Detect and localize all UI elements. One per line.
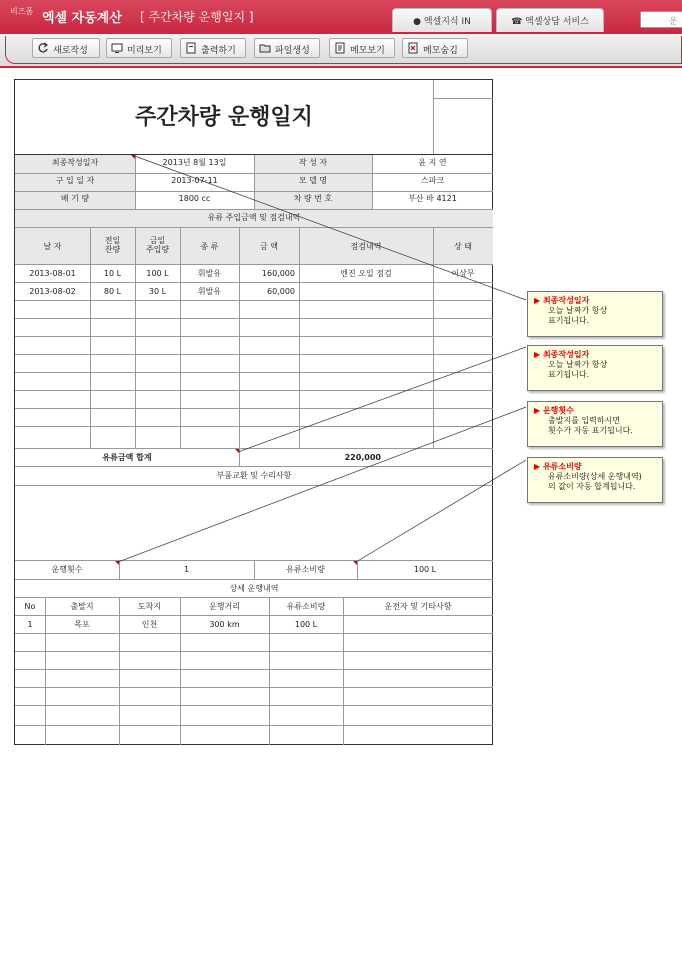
memo-3-body: 출발지를 입력하시면 횟수가 자동 표기됩니다. [548, 416, 633, 435]
value-displacement[interactable]: 1800 cc [178, 194, 211, 203]
memo-marker-fuel-use [353, 561, 357, 565]
fuel-total-label: 유류금액 합계 [102, 453, 152, 462]
trips-label: 운행횟수 [51, 565, 83, 574]
label-last-date: 최종작성일자 [51, 158, 99, 167]
value-car-number[interactable]: 부산 바 4121 [408, 194, 457, 203]
value-model[interactable]: 스파크 [420, 176, 445, 185]
table-row-1-inj[interactable]: 100 L [146, 269, 169, 278]
show-memo-button[interactable] [329, 38, 395, 58]
toolbar [0, 34, 682, 68]
label-displacement: 배 기 량 [60, 194, 90, 203]
memo-2-body: 오늘 날짜가 항상 표기됩니다. [548, 360, 608, 379]
detail-row-1-no[interactable]: 1 [27, 620, 33, 629]
detail-header-to: 도착지 [137, 602, 162, 611]
fuel-header-status: 상 태 [454, 242, 472, 251]
value-last-date[interactable]: 2013년 8월 13일 [162, 158, 227, 167]
app-header [0, 0, 682, 34]
create-file-button-label: 파일생성 [275, 46, 310, 56]
fuel-use-value: 100 L [413, 565, 437, 574]
value-writer[interactable]: 윤 지 연 [418, 158, 447, 167]
memo-fuel-use[interactable] [527, 457, 663, 503]
memo-2-title: ▶ 최종작성일자 [534, 350, 590, 359]
fuel-header-inj: 금일 주입량 [145, 236, 170, 255]
memo-icon [334, 42, 346, 54]
memo-1-title: ▶ 최종작성일자 [534, 296, 590, 305]
fuel-header-inspect: 점검내역 [350, 242, 382, 251]
table-row-2-prev[interactable]: 80 L [103, 287, 122, 296]
table-row-2-kind[interactable]: 휘발유 [197, 287, 222, 296]
fuel-total-value: 220,000 [344, 453, 381, 462]
new-button-label: 새로작성 [53, 46, 88, 56]
memo-1-body: 오늘 날짜가 항상 표기됩니다. [548, 306, 608, 325]
label-model: 모 델 명 [298, 176, 328, 185]
fuel-section-title: 유류 주입금액 및 점검내역 [207, 213, 301, 222]
table-row-1-inspect[interactable]: 엔진 오일 점검 [340, 269, 392, 278]
print-button[interactable] [180, 38, 246, 58]
memo-marker-trips [115, 561, 119, 565]
preview-button[interactable] [106, 38, 172, 58]
tab-excel-knowledge[interactable] [392, 8, 492, 32]
fuel-use-label: 유류소비량 [286, 565, 325, 574]
fuel-header-prev: 전일 잔량 [104, 236, 121, 255]
memo-hide-icon [407, 42, 419, 54]
table-row-1-kind[interactable]: 휘발유 [197, 269, 222, 278]
document-name: [ 주간차량 운행일지 ] [140, 10, 254, 24]
detail-header-from: 출발지 [70, 602, 94, 611]
memo-marker-fuel-total [235, 449, 239, 453]
fuel-header-kind: 종 류 [200, 242, 219, 251]
table-row-2-amount[interactable]: 60,000 [267, 287, 295, 296]
detail-header-fuel: 유류소비량 [286, 602, 326, 611]
table-row-2-date[interactable]: 2013-08-02 [29, 287, 76, 296]
app-title: 엑셀 자동계산 [42, 11, 122, 26]
memo-trips[interactable] [527, 401, 663, 447]
fuel-header-amount: 금 액 [260, 242, 278, 251]
memo-4-title: ▶ 유류소비량 [534, 462, 582, 471]
hide-memo-button-label: 메모숨김 [423, 46, 458, 56]
memo-last-date[interactable] [527, 291, 663, 337]
value-purchase-date[interactable]: 2013-07-11 [171, 176, 218, 185]
refresh-icon [37, 42, 49, 54]
detail-header-dist: 운행거리 [209, 602, 240, 611]
label-writer: 작 성 자 [298, 158, 328, 167]
print-button-label: 출력하기 [201, 46, 236, 56]
tab-excel-consult[interactable] [496, 8, 604, 32]
phone-icon: ☎ [511, 17, 523, 27]
table-row-1-prev[interactable]: 10 L [103, 269, 122, 278]
create-file-button[interactable] [254, 38, 320, 58]
print-icon [185, 42, 197, 54]
folder-icon [259, 42, 271, 54]
brand-logo: 비즈폼 [10, 7, 34, 16]
detail-header-no: No [24, 602, 36, 611]
detail-row-1-from[interactable]: 목포 [74, 620, 90, 629]
monitor-icon [111, 42, 123, 54]
memo-last-date-2[interactable] [527, 345, 663, 391]
memo-marker-last-date [131, 155, 135, 159]
detail-row-1-to[interactable]: 인천 [141, 620, 158, 629]
label-purchase-date: 구 입 일 자 [55, 176, 95, 185]
detail-row-1-dist[interactable]: 300 km [209, 620, 240, 629]
show-memo-button-label: 메모보기 [350, 46, 385, 56]
hide-memo-button[interactable] [402, 38, 468, 58]
parts-section-title: 부품교환 및 수리사항 [216, 471, 292, 480]
bulb-icon: ● [413, 17, 421, 27]
fuel-header-date: 날 자 [43, 242, 62, 251]
preview-button-label: 미리보기 [127, 46, 162, 56]
new-button[interactable] [32, 38, 100, 58]
page-title: 주간차량 운행일지 [135, 105, 313, 130]
detail-header-note: 운전자 및 기타사항 [384, 602, 452, 611]
tab-knowledge-label: 엑셀지식 IN [423, 17, 471, 27]
memo-3-title: ▶ 운행횟수 [534, 406, 574, 415]
worksheet [14, 79, 493, 745]
search-input[interactable]: 운 [640, 11, 682, 28]
tab-service-label: 엑셀상담 서비스 [525, 17, 589, 27]
table-row-1-date[interactable]: 2013-08-01 [29, 269, 76, 278]
trips-value: 1 [183, 565, 190, 574]
table-row-1-status[interactable]: 이상무 [451, 269, 475, 278]
table-row-2-inj[interactable]: 30 L [148, 287, 167, 296]
table-row-1-amount[interactable]: 160,000 [261, 269, 295, 278]
memo-4-body: 유류소비량(상세 운행내역) 의 값이 자동 합계됩니다. [548, 472, 642, 491]
detail-section-title: 상세 운행내역 [229, 584, 279, 593]
detail-row-1-fuel[interactable]: 100 L [294, 620, 318, 629]
label-car-number: 차 량 번 호 [293, 194, 333, 203]
